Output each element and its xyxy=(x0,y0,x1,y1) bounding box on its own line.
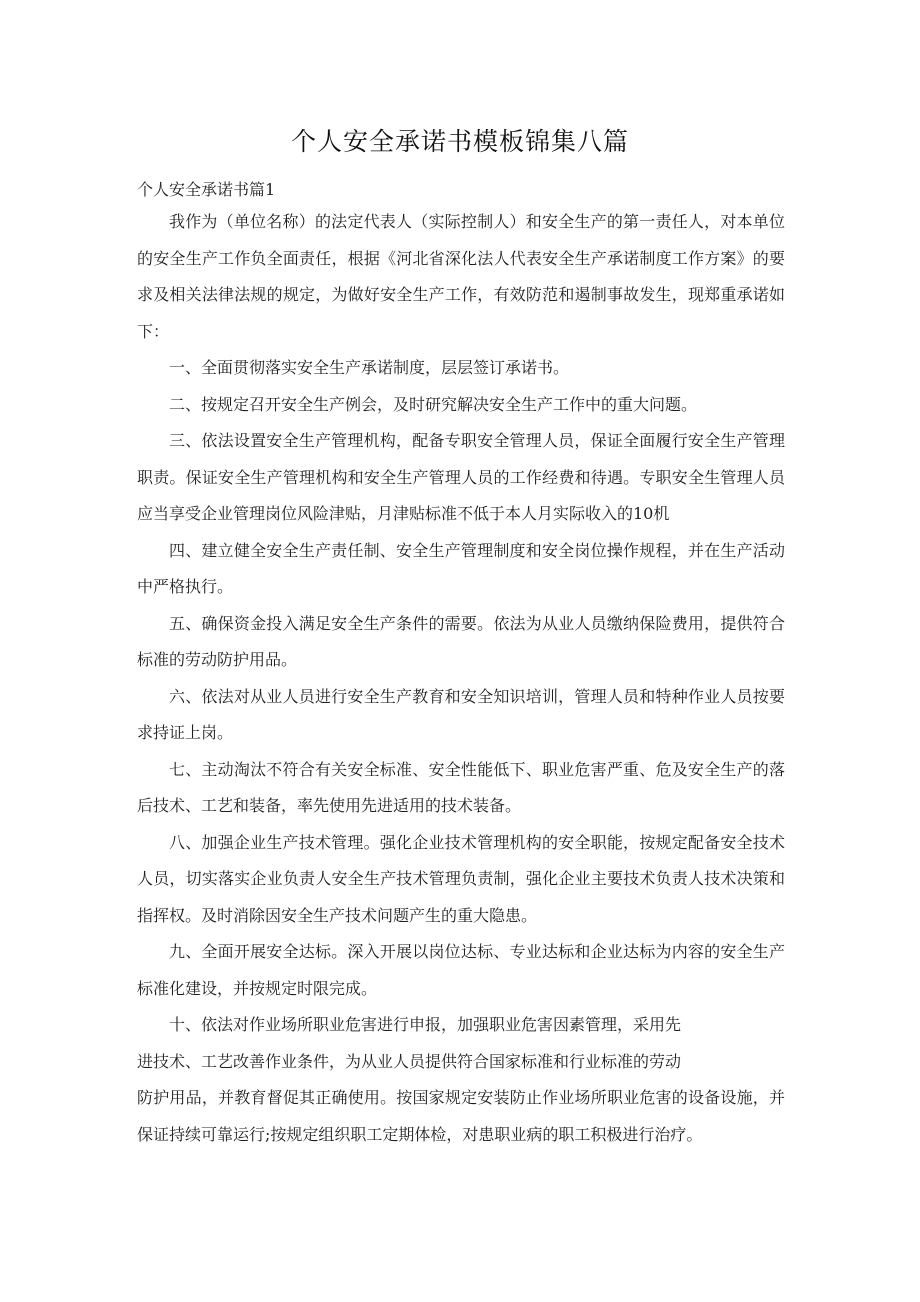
document-body xyxy=(137,204,785,1153)
paragraph-intro: 我作为（单位名称）的法定代表人（实际控制人）和安全生产的第一责任人，对本单位的安全生产工作负全面责任，根据《河北省深化法人代表安全生产承诺制度工作方案》的要求及相关法律法规的规定，为做好安全生产工作，有效防范和遏制事故发生，现郑重承诺如下： xyxy=(137,212,785,341)
paragraph-item-9: 九、全面开展安全达标。深入开展以岗位达标、专业达标和企业达标为内容的安全生产标准化建设，并按规定时限完成。 xyxy=(137,942,785,998)
paragraph-item-10-line-1: 十、依法对作业场所职业危害进行申报，加强职业危害因素管理，采用先 xyxy=(169,1015,682,1034)
paragraph-item-1: 一、全面贯彻落实安全生产承诺制度，层层签订承诺书。 xyxy=(169,358,570,377)
paragraph-item-2: 二、按规定召开安全生产例会，及时研究解决安全生产工作中的重大问题。 xyxy=(169,394,698,414)
paragraph-item-5: 五、确保资金投入满足安全生产条件的需要。依法为从业人员缴纳保险费用，提供符合标准的劳动防护用品。 xyxy=(137,613,785,669)
paragraph-item-10-line-2: 进技术、工艺改善作业条件，为从业人员提供符合国家标准和行业标准的劳动 xyxy=(137,1051,682,1071)
paragraph-item-6: 六、依法对从业人员进行安全生产教育和安全知识培训，管理人员和特种作业人员按要求持证上岗。 xyxy=(137,686,785,742)
paragraph-item-7: 七、主动淘汰不符合有关安全标准、安全性能低下、职业危害严重、危及安全生产的落后技术、工艺和装备，率先使用先进适用的技术装备。 xyxy=(137,759,785,815)
section-heading: 个人安全承诺书篇1 xyxy=(137,180,276,199)
paragraph-item-8: 八、加强企业生产技术管理。强化企业技术管理机构的安全职能，按规定配备安全技术人员，切实落实企业负责人安全生产技术管理负责制，强化企业主要技术负责人技术决策和指挥权。及时消除因安全生产技术问题产生的重大隐患。 xyxy=(137,832,785,925)
paragraph-item-3: 三、依法设置安全生产管理机构，配备专职安全管理人员，保证全面履行安全生产管理职责。保证安全生产管理机构和安全生产管理人员的工作经费和待遇。专职安全生管理人员应当享受企业管理岗位风险津贴，月津贴标准不低于本人月实际收入的10机 xyxy=(137,431,785,523)
paragraph-item-10-line-3: 防护用品，并教育督促其正确使用。按国家规定安装防止作业场所职业危害的设备设施，并保证持续可靠运行;按规定组织职工定期体检，对患职业病的职工积极进行治疗。 xyxy=(137,1088,785,1144)
paragraph-item-4: 四、建立健全安全生产责任制、安全生产管理制度和安全岗位操作规程，并在生产活动中严格执行。 xyxy=(137,540,785,596)
page-title: 个人安全承诺书模板锦集八篇 xyxy=(290,127,629,156)
